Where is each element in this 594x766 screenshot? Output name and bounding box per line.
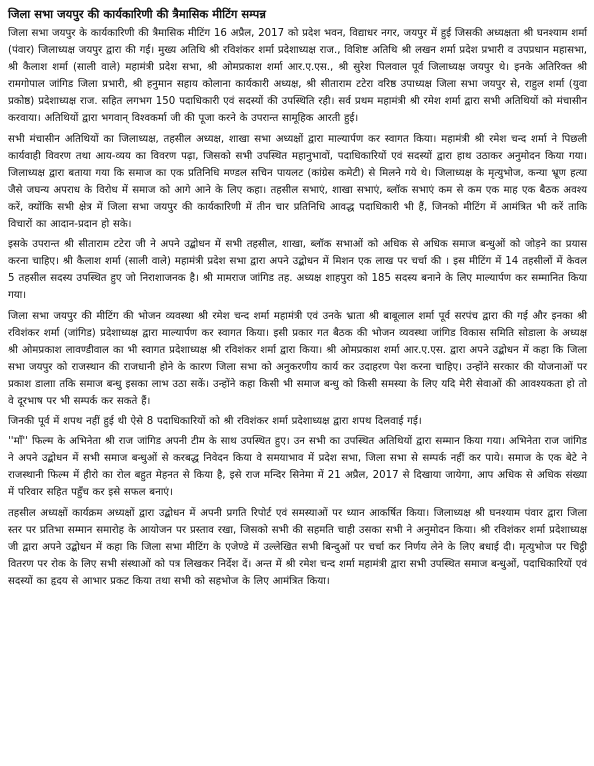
article-title: जिला सभा जयपुर की कार्यकारिणी की त्रैमासिक मीटिंग सम्पन्न — [8, 7, 266, 21]
article-paragraph-7: तहसील अध्यक्षों कार्यक्रम अध्यक्षों द्वारा उद्बोधन में अपनी प्रगति रिपोर्ट एवं समस्याओं पर ध्यान आकर्षित किया। जिलाध्यक्ष श्री घनश्याम पंवार द्वारा जिला स्तर पर प्रतिभा सम्मान समारोह के आयोजन पर प्रस्ताव रखा, जिसको सभी की सहमति चाही उसका सभी ने अनुमोदन किया। श्री रविशंकर शर्मा प्रदेशाध्यक्ष जी द्वारा अपने उद्बोधन में कहा कि जिला सभा मीटिंग के एजेण्डे में उल्लेखित सभी बिन्दुओं पर चर्चा कर निर्णय लेने के लिए बधाई दी। मृत्युभोज पर चिट्ठी वितरण पर रोक के लिए सभी संस्थाओं को पत्र लिखकर निर्देश दें। अन्त में श्री रमेश चन्द शर्मा महामंत्री द्वारा सभी उपस्थित समाज बन्धुओं, पदाधिकारियों एवं सदस्यों का हृदय से आभार प्रकट किया तथा सभी को सहभोज के लिए आमंत्रित किया। — [8, 507, 587, 587]
article-paragraph-4: जिला सभा जयपुर की मीटिंग की भोजन व्यवस्था श्री रमेश चन्द शर्मा महामंत्री एवं उनके भ्राता श्री बाबूलाल शर्मा पूर्व सरपंच द्वारा की गई और इनका श्री रविशंकर शर्मा (जांगिड) प्रदेशाध्यक्ष द्वारा माल्यार्पण कर स्वागत किया। इसी प्रकार गत बैठक की भोजन व्यवस्था जांगिड विकास समिति सोडाला के अध्यक्ष श्री ओमप्रकाश लावण्डीवाल का भी स्वागत प्रदेशाध्यक्ष श्री रविशंकर शर्मा द्वारा किया। श्री ओमप्रकाश शर्मा आर.ए.एस. द्वारा अपने उद्बोधन में कहा कि जिला सभा जयपुर को राजस्थान की राजधानी होने के कारण जिला सभा को अनुकरणीय कार्य कर उदाहरण पेश करना चाहिए। उन्होंने सरकार की योजनाओं पर प्रकाश डालाा तकि समाज बन्धु इसका लाभ उठा सकें। उन्होंने कहा किसी भी समाज बन्धु को किसी समस्या के लिए यदि मेरी सेवाओं की आवश्यकता हो तो वे दूरभाष पर भी सम्पर्क कर सकते हैं। — [8, 310, 587, 407]
article-paragraph-3: इसके उपरान्त श्री सीताराम टटेरा जी ने अपने उद्बोधन में सभी तहसील, शाखा, ब्लॉक सभाओं को अधिक से अधिक समाज बन्धुओं को जोड़ने का प्रयास करना चाहिए। श्री कैलाश शर्मा (साली वाले) महामंत्री प्रदेश सभा द्वारा अपने उद्बोधन में मिशन एक लाख पर चर्चा की । इस मीटिंग में 14 तहसीलों में केवल 5 तहसील सदस्य उपस्थित हुए जो निराशाजनक है। श्री मामराज जांगिड तह. अध्यक्ष शाहपुरा को 185 सदस्य बनाने के लिए माल्यार्पण कर सम्मानित किया गया। — [8, 239, 587, 302]
article-paragraph-6: ''माँ'' फिल्म के अभिनेता श्री राज जांगिड अपनी टीम के साथ उपस्थित हुए। उन सभी का उपस्थित अतिथियों द्वारा सम्मान किया गया। अभिनेता राज जांगिड ने अपने उद्बोधन में सभी समाज बन्धुओं से करबद्ध निवेदन किया वे समयाभाव में प्रदेश सभा, जिला सभा से सम्पर्क नहीं कर पाये। समाज के एक बेटे ने राजस्थानी फिल्म में हीरो का रोल बहुत मेहनत से किया है, इसे राज मन्दिर सिनेमा में 21 अप्रैल, 2017 से दिखाया जायेगा, आप अधिक से अधिक संख्या में परिवार सहित पहुँच कर इसे सफल बनाएं। — [8, 436, 587, 499]
article-paragraph-2: सभी मंचासीन अतिथियों का जिलाध्यक्ष, तहसील अध्यक्ष, शाखा सभा अध्यक्षों द्वारा माल्यार्पण कर स्वागत किया। महामंत्री श्री रमेश चन्द शर्मा ने पिछली कार्यवाही विवरण तथा आय-व्यय का विवरण पढ़ा, जिसको सभी उपस्थित महानुभावों, पदाधिकारियों एवं सदस्यों द्वारा हाथ उठाकर अनुमोदन किया गया। जिलाध्यक्ष द्वारा बताया गया कि समाज का एक प्रतिनिधि मण्डल सचिन पायलट (कांग्रेस कमेटी) से मिलने गये थे। जिलाध्यक्ष के मृत्युभोज, कन्या भ्रूण हत्या जैसे जघन्य अपराध के विरोध में समाज को आगे आने के लिए कहा। तहसील सभाएं, शाखा सभाएं, ब्लॉक सभाएं कम से कम एक माह एक बैठक अवश्य करें, क्योंकि सभी क्षेत्र में जिला सभा जयपुर की कार्यकारिणी में तीन चार प्रतिनिधि आवद्ध पदाधिकारी भी हैं, जिनको मीटिंग में आमंत्रित भी करें ताकि विचारों का आदान-प्रदान हो सके। — [8, 133, 587, 231]
article-paragraph-1: जिला सभा जयपुर के कार्यकारिणी की त्रैमासिक मीटिंग 16 अप्रैल, 2017 को प्रदेश भवन, विद्याधर नगर, जयपुर में हुई जिसकी अध्यक्षता श्री घनश्याम शर्मा (पंवार) जिलाध्यक्ष जयपुर द्वारा की गई। मुख्य अतिथि श्री रविशंकर शर्मा प्रदेशाध्यक्ष राज., विशिष्ट अतिथि श्री लखन शर्मा प्रदेश प्रभारी व उपप्रधान महासभा, श्री कैलाश शर्मा (साली वाले) महामंत्री प्रदेश सभा, श्री ओमप्रकाश शर्मा आर.ए.एस., श्री सुरेश पिलवाल पूर्व जिलाध्यक्ष जयपुर थे। इनके अतिरिक्त श्री रामगोपाल जांगिड जिला प्रभारी, श्री हनुमान सहाय कोलाना कार्यकारी अध्यक्ष, श्री सीताराम टटेरा वरिष्ठ उपाध्यक्ष जिला सभा जयपुर से, राहुल शर्मा (युवा प्रकोष्ठ) प्रदेशाध्यक्ष राज. सहित लगभग 150 पदाधिकारी एवं सदस्यों की उपस्थिति रही। सर्व प्रथम महामंत्री श्री रमेश शर्मा द्वारा सभी अतिथियों को मंचासीन करवाया। अतिथियों द्वारा भगवान् विश्वकर्मा जी की पूजा करने के उपरान्त सामूहिक आरती हुई। — [8, 28, 587, 125]
article-paragraph-5: जिनकी पूर्व में शपथ नहीं हुई थी ऐसे 8 पदाधिकारियों को श्री रविशंकर शर्मा प्रदेशाध्यक्ष द्वारा शपथ दिलवाई गई। — [8, 416, 422, 428]
